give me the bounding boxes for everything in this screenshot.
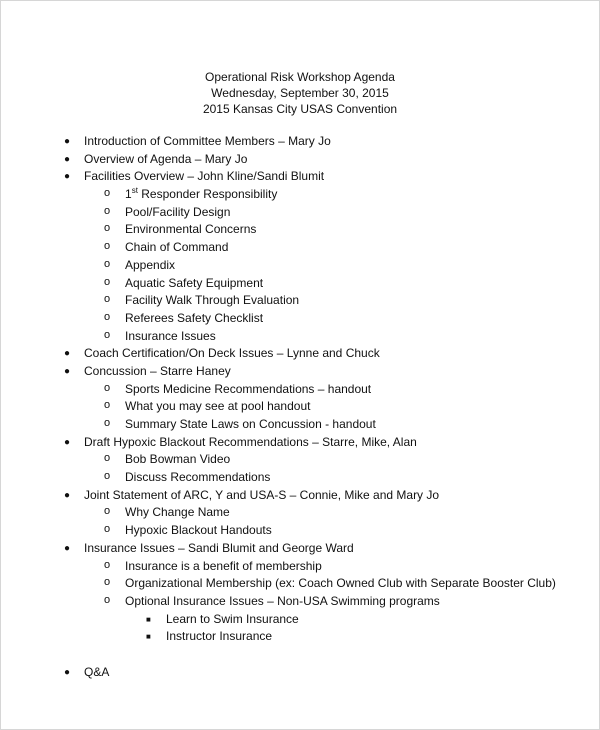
bullet-marker-icon: ● (64, 365, 71, 377)
agenda-event: 2015 Kansas City USAS Convention (202, 102, 398, 116)
circle-marker-icon: o (104, 257, 111, 270)
agenda-item-text: Why Change Name (125, 505, 230, 520)
agenda-item-text: Referees Safety Checklist (125, 310, 264, 325)
agenda-item-text: Learn to Swim Insurance (166, 611, 299, 626)
agenda-item-level-2 (1, 469, 599, 487)
agenda-item-label: Responder Responsibility (137, 187, 278, 202)
agenda-item-text: Introduction of Committee Members – Mary Jo (84, 134, 331, 148)
circle-marker-icon: o (104, 399, 111, 412)
agenda-item-level-2 (1, 522, 599, 540)
circle-marker-icon: o (104, 452, 111, 465)
agenda-item-text: Insurance Issues – Sandi Blumit and George Ward (84, 540, 354, 555)
agenda-item-text: Joint Statement of ARC, Y and USA-S – Connie, Mike and Mary Jo (84, 487, 440, 502)
agenda-item-level-1 (1, 363, 599, 381)
agenda-item-level-2 (1, 504, 599, 522)
agenda-list (1, 133, 599, 681)
agenda-item-text: Environmental Concerns (125, 222, 257, 237)
circle-marker-icon: o (104, 470, 111, 483)
bullet-marker-icon: ● (64, 348, 71, 360)
circle-marker-icon: o (104, 381, 111, 394)
agenda-item-text (125, 186, 277, 203)
agenda-item-level-2 (1, 451, 599, 469)
agenda-title: Operational Risk Workshop Agenda (205, 70, 395, 84)
agenda-item-level-2 (1, 221, 599, 239)
bullet-marker-icon: ● (64, 436, 71, 448)
agenda-item-level-1 (1, 487, 599, 505)
agenda-item-level-2 (1, 239, 599, 257)
agenda-item-text: Bob Bowman Video (125, 452, 231, 467)
circle-marker-icon: o (104, 275, 111, 288)
ordinal-number: 1 (125, 187, 132, 202)
agenda-item-level-1 (1, 151, 599, 169)
bullet-marker-icon: ● (64, 153, 71, 165)
agenda-item-level-1 (1, 664, 599, 682)
agenda-item-level-2 (1, 257, 599, 275)
bullet-marker-icon: ● (64, 666, 71, 678)
agenda-item-text: What you may see at pool handout (125, 399, 311, 414)
agenda-item-level-2 (1, 275, 599, 293)
agenda-item-level-2 (1, 593, 599, 611)
ordinal-suffix: st (131, 186, 138, 196)
agenda-item-level-2 (1, 328, 599, 346)
agenda-item-text: Instructor Insurance (166, 629, 273, 644)
agenda-item-level-2 (1, 381, 599, 399)
agenda-item-text: Pool/Facility Design (125, 204, 231, 219)
agenda-item-level-2 (1, 575, 599, 593)
circle-marker-icon: o (104, 505, 111, 518)
circle-marker-icon: o (104, 576, 111, 589)
agenda-item-text: Insurance is a benefit of membership (125, 558, 322, 573)
bullet-marker-icon: ● (64, 136, 71, 147)
agenda-item-text: Sports Medicine Recommendations – handout (125, 381, 372, 396)
agenda-item-text: Chain of Command (125, 240, 229, 255)
agenda-item-level-3 (1, 628, 599, 646)
circle-marker-icon: o (104, 293, 111, 306)
circle-marker-icon: o (104, 204, 111, 217)
agenda-item-level-2 (1, 398, 599, 416)
agenda-item-text: Facilities Overview – John Kline/Sandi Blumit (84, 169, 325, 184)
agenda-item-level-2 (1, 186, 599, 204)
circle-marker-icon: o (104, 593, 111, 606)
agenda-item-text: Coach Certification/On Deck Issues – Lynne and Chuck (84, 346, 380, 361)
bullet-marker-icon: ● (64, 171, 71, 183)
agenda-item-text: Optional Insurance Issues – Non-USA Swimming programs (125, 593, 440, 608)
circle-marker-icon: o (104, 558, 111, 571)
agenda-item-level-1 (1, 434, 599, 452)
agenda-item-text: Organizational Membership (ex: Coach Owned Club with Separate Booster Club) (125, 576, 556, 591)
agenda-item-level-2 (1, 310, 599, 328)
agenda-item-level-2 (1, 558, 599, 576)
circle-marker-icon: o (104, 187, 111, 200)
circle-marker-icon: o (104, 328, 111, 341)
circle-marker-icon: o (104, 222, 111, 235)
agenda-item-level-1 (1, 540, 599, 558)
agenda-item-text: Concussion – Starre Haney (84, 363, 231, 378)
agenda-item-level-2 (1, 292, 599, 310)
circle-marker-icon: o (104, 417, 111, 429)
agenda-item-text: Facility Walk Through Evaluation (125, 293, 300, 308)
agenda-item-text: Discuss Recommendations (125, 470, 271, 485)
agenda-item-level-2 (1, 416, 599, 434)
agenda-item-text: Overview of Agenda – Mary Jo (84, 151, 248, 166)
agenda-item-text: Summary State Laws on Concussion - handout (125, 417, 376, 431)
circle-marker-icon: o (104, 310, 111, 323)
square-marker-icon: ■ (146, 614, 151, 624)
agenda-item-text: Appendix (125, 257, 176, 272)
agenda-item-level-1 (1, 133, 599, 151)
agenda-item-text: Aquatic Safety Equipment (125, 275, 264, 290)
agenda-item-text: Insurance Issues (125, 328, 216, 343)
agenda-item-level-1 (1, 345, 599, 363)
agenda-header (1, 69, 599, 117)
agenda-item-level-1 (1, 168, 599, 186)
agenda-item-text: Draft Hypoxic Blackout Recommendations – Starre, Mike, Alan (84, 434, 417, 449)
agenda-item-text: Hypoxic Blackout Handouts (125, 523, 272, 538)
circle-marker-icon: o (104, 523, 111, 536)
bullet-marker-icon: ● (64, 542, 71, 554)
square-marker-icon: ■ (146, 632, 151, 642)
agenda-item-level-2 (1, 204, 599, 222)
bullet-marker-icon: ● (64, 489, 71, 501)
agenda-date: Wednesday, September 30, 2015 (211, 86, 389, 100)
list-spacer (1, 646, 599, 664)
agenda-item-text: Q&A (84, 664, 110, 679)
circle-marker-icon: o (104, 240, 111, 253)
agenda-item-level-3 (1, 611, 599, 629)
